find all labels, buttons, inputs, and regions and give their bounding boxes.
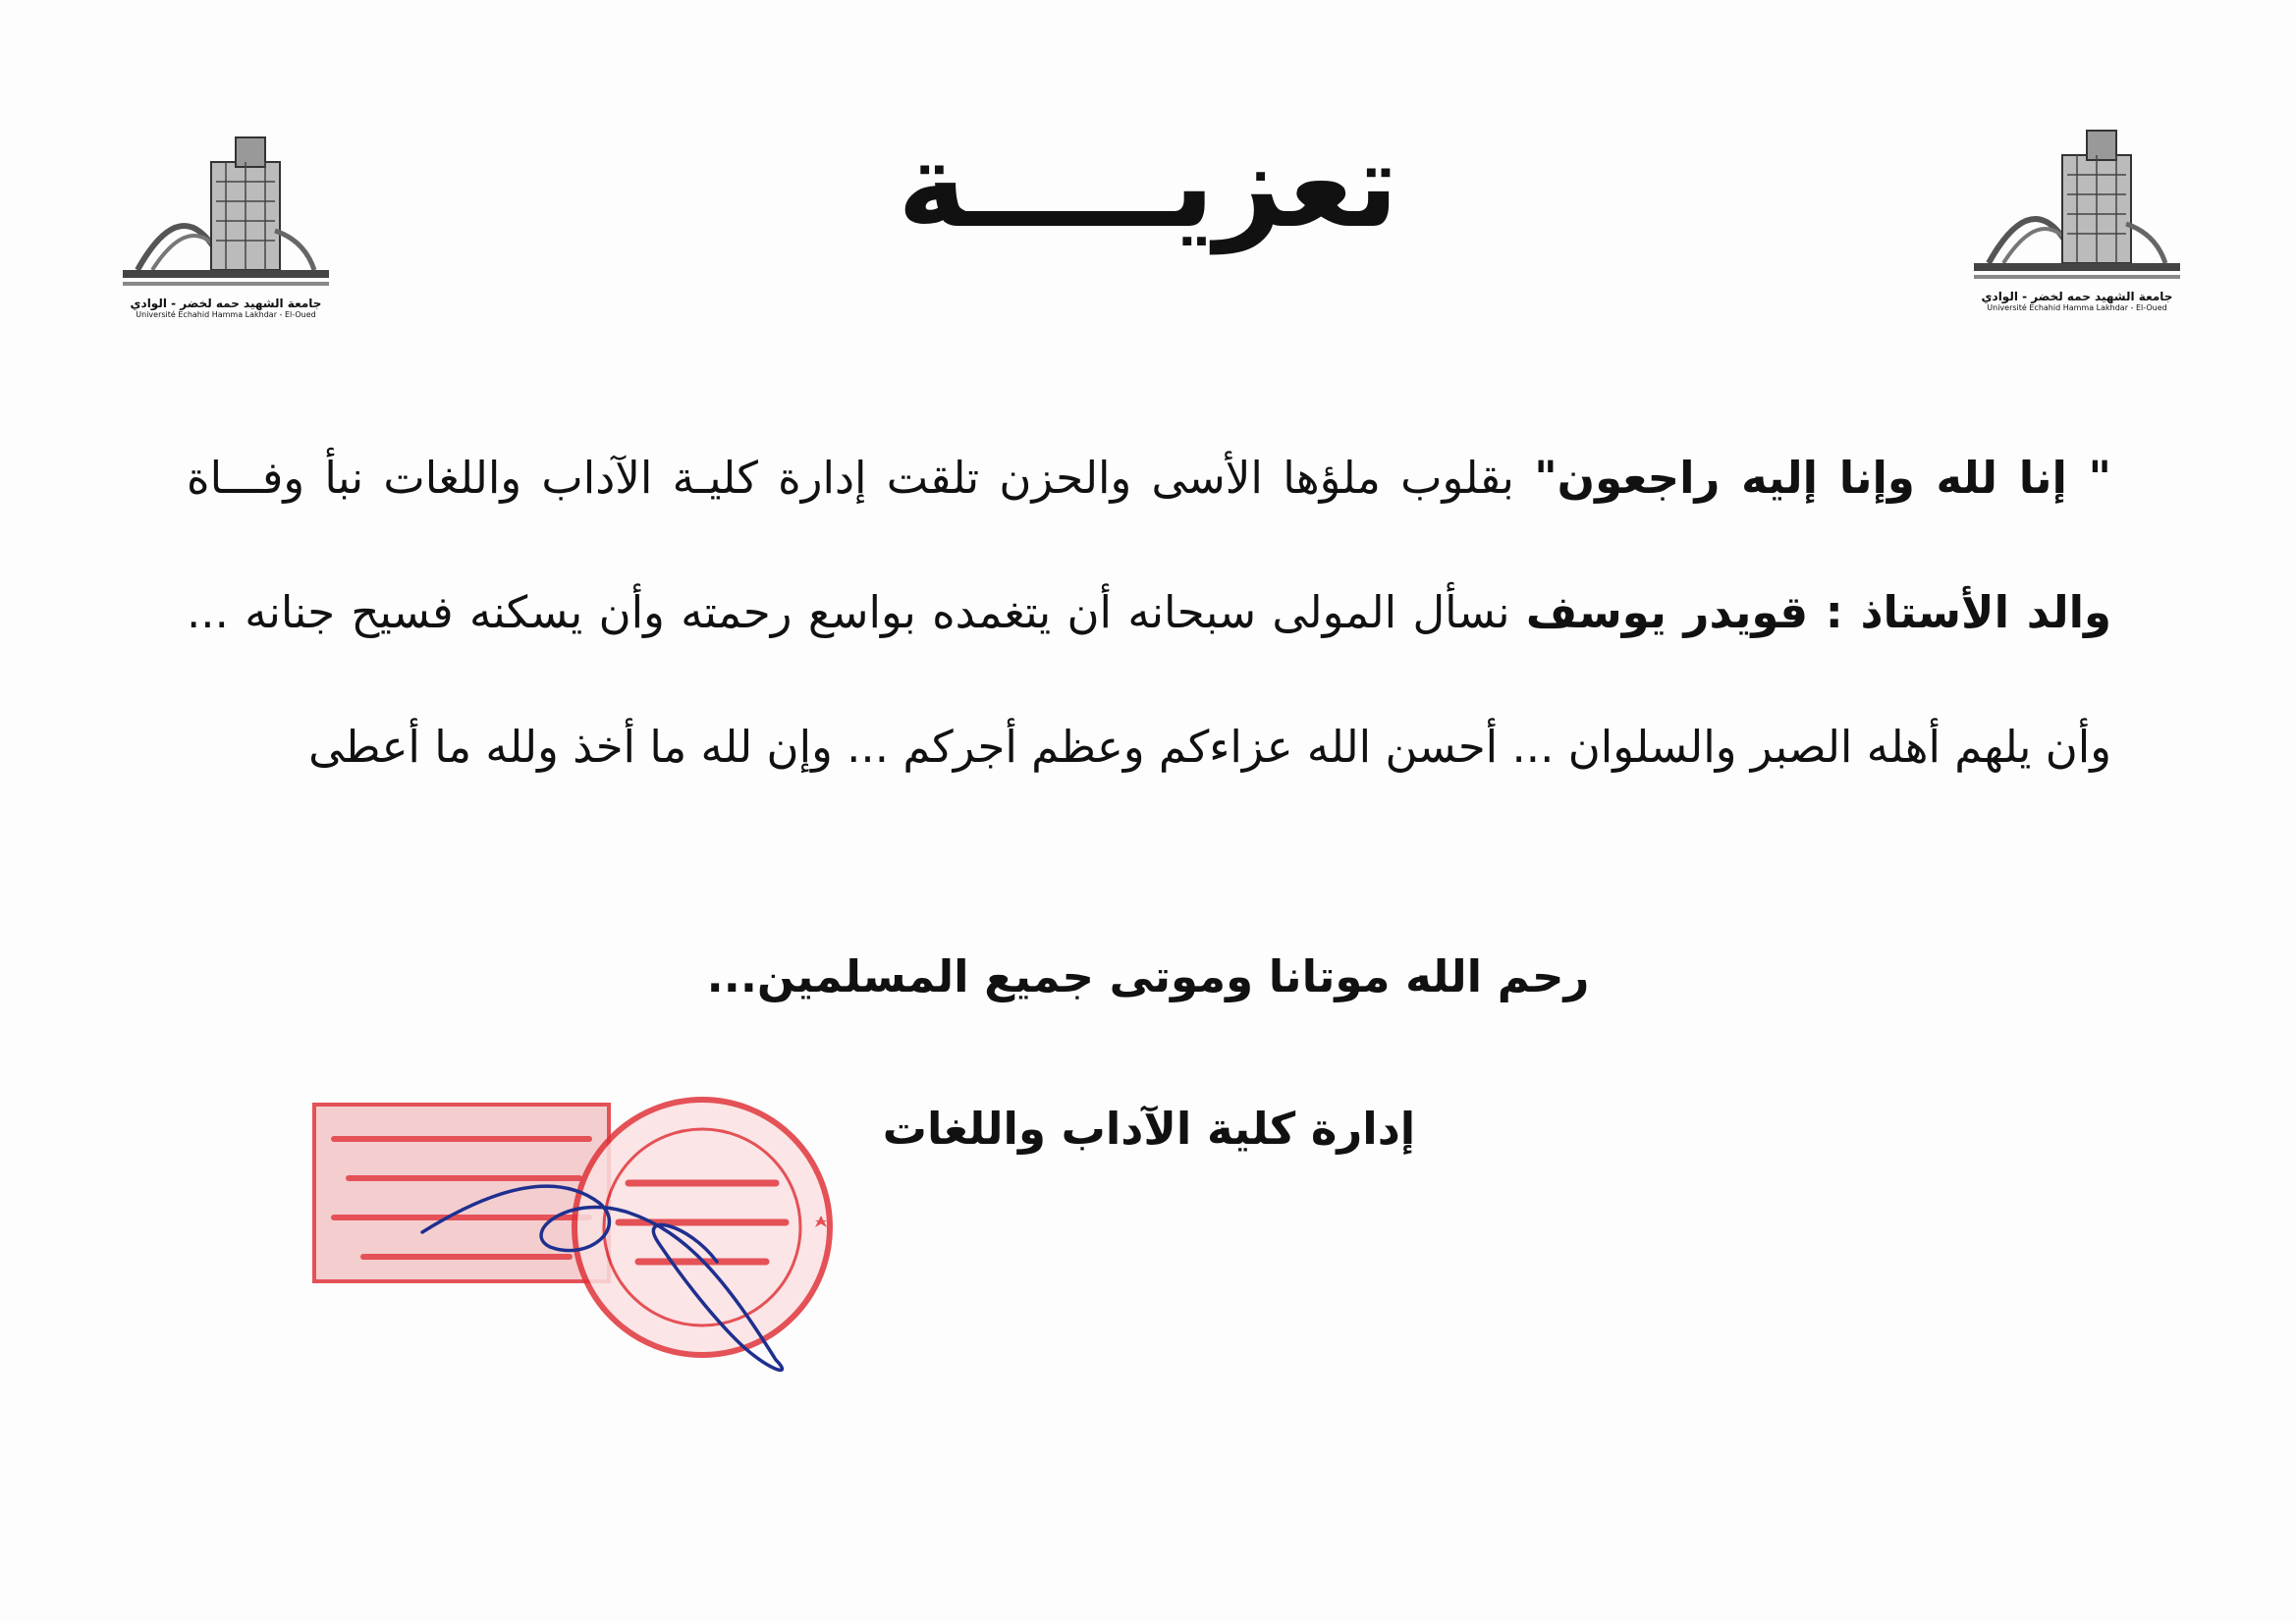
body-text-part1: بقلوب ملؤها الأسى والحزن تلقت إدارة كليـة الآداب واللغات نبأ وفـــاة — [187, 452, 1535, 504]
logo-caption-arabic: جامعة الشهيد حمه لخضر - الوادي — [130, 297, 322, 310]
signatory-name: إدارة كلية الآداب واللغات — [882, 1103, 1416, 1155]
logo-caption-english: Université Echahid Hamma Lakhdar - El-Oued — [1987, 303, 2167, 312]
closing-prayer: رحم الله موتانا وموتى جميع المسلمين... — [706, 950, 1590, 1002]
rectangular-stamp — [314, 1105, 609, 1281]
page-title: تعزيـــــة — [897, 118, 1399, 254]
logo-caption-english: Université Echahid Hamma Lakhdar - El-Oued — [136, 310, 316, 319]
deceased-relation-name: والد الأستاذ : قويدر يوسف — [1525, 586, 2111, 638]
official-stamp-and-signature — [304, 1065, 854, 1389]
opening-quote: " إنا لله وإنا إليه راجعون" — [1534, 452, 2111, 504]
condolence-body — [187, 410, 2111, 814]
body-text-part2: نسأل المولى سبحانه أن يتغمده بواسع رحمته وأن يسكنه فسيح جنانه ... وأن يلهم أهله الصبر والسلوان ... أحسن الله عزاءكم وعظم أجركم ... وإن لله ما أخذ ولله ما أعطى — [187, 586, 2111, 773]
logo-caption-arabic: جامعة الشهيد حمه لخضر - الوادي — [1981, 290, 2173, 303]
circular-stamp — [574, 1100, 830, 1355]
